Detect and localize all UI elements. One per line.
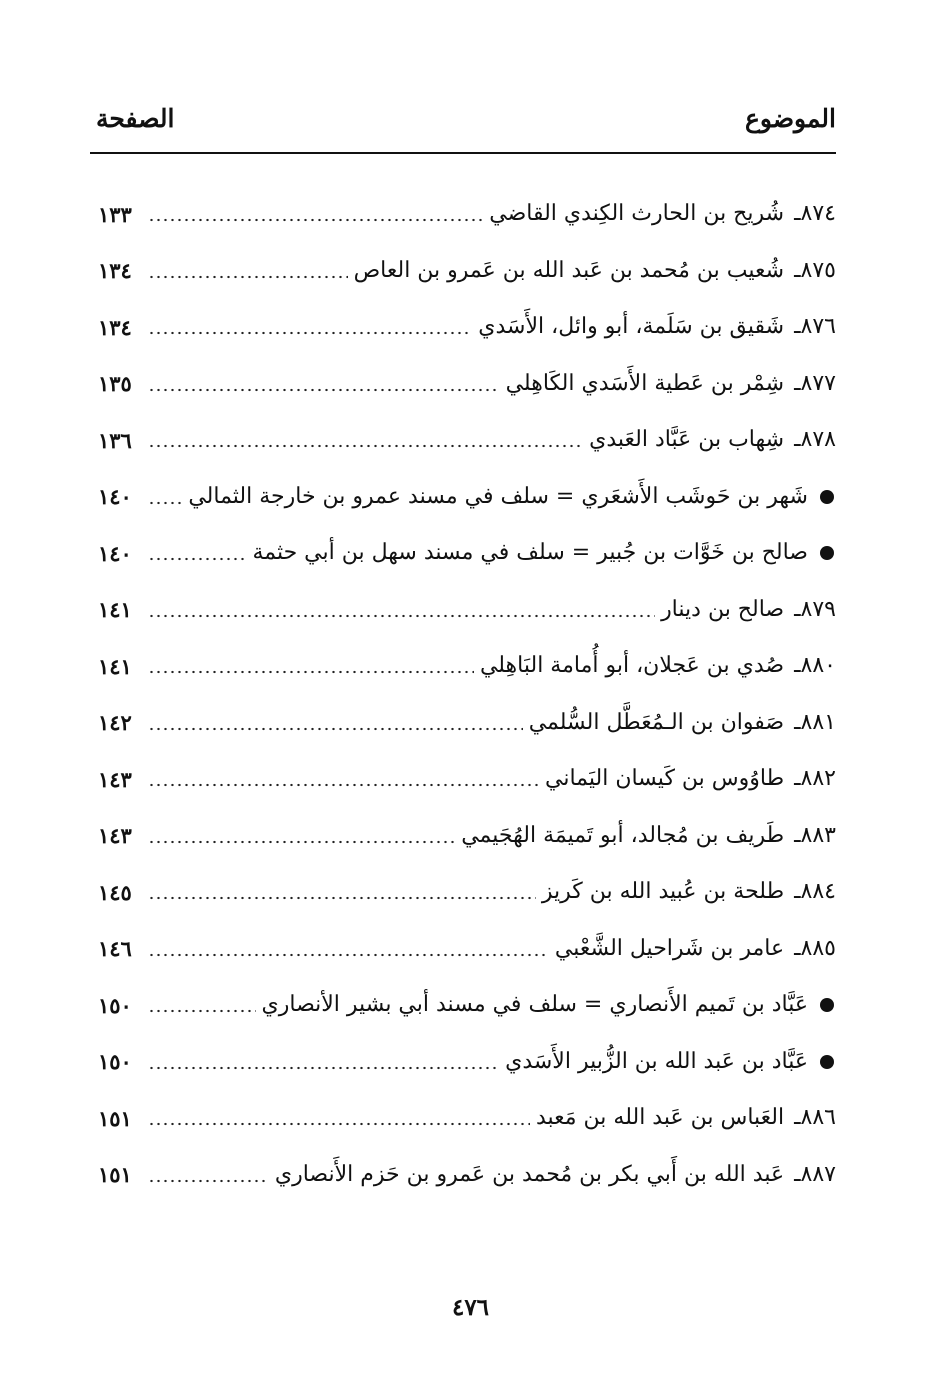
entry-page-number: ١٤٢ xyxy=(98,710,132,736)
page-column-label: الصفحة xyxy=(96,104,175,133)
dot-leader xyxy=(148,670,474,674)
entry-number: ٨٨٧ـ xyxy=(794,1161,836,1187)
dot-leader xyxy=(148,840,455,844)
dot-leader xyxy=(148,1122,530,1126)
entry-number: ٨٧٥ـ xyxy=(794,257,836,283)
contents-entry xyxy=(98,412,836,469)
entry-page-number: ١٣٤ xyxy=(98,314,132,340)
dot-leader xyxy=(148,218,483,222)
dot-leader xyxy=(148,501,182,505)
entry-title: شُعيب بن مُحمد بن عَبد الله بن عَمرو بن العاص xyxy=(353,257,785,283)
entry-title: عَبَّاد بن تَميم الأَنصاري = سلف في مسند أبي بشير الأنصاري xyxy=(261,992,808,1018)
dot-leader xyxy=(148,557,246,561)
entry-title: شِمْر بن عَطية الأَسَدي الكَاهِلي xyxy=(505,370,785,396)
entry-number: ٨٧٤ـ xyxy=(794,201,836,227)
contents-entry xyxy=(98,356,836,413)
bullet-icon xyxy=(820,1055,834,1069)
entry-number: ٨٧٦ـ xyxy=(794,314,836,340)
entry-title: صالح بن خَوَّات بن جُبير = سلف في مسند سهل بن أبي حثمة xyxy=(252,540,808,566)
contents-entry xyxy=(98,864,836,921)
contents-entry xyxy=(98,695,836,752)
entry-page-number: ١٤٥ xyxy=(98,879,132,905)
entry-title: شَقيق بن سَلَمة، أبو وائل، الأَسَدي xyxy=(478,314,785,340)
entry-number: ٨٧٨ـ xyxy=(794,427,836,453)
entry-title: العَباس بن عَبد الله بن مَعبد xyxy=(535,1105,785,1131)
entry-title: صالح بن دينار xyxy=(661,596,785,622)
entry-number: ٨٧٧ـ xyxy=(794,370,836,396)
dot-leader xyxy=(148,444,583,448)
entry-title: عَبد الله بن أَبي بكر بن مُحمد بن عَمرو بن حَزم الأَنصاري xyxy=(274,1161,785,1187)
entry-page-number: ١٥١ xyxy=(98,1162,132,1188)
entry-page-number: ١٣٦ xyxy=(98,427,132,453)
entry-title: صُدي بن عَجلان، أبو أُمامة البَاهِلي xyxy=(479,653,785,679)
entry-page-number: ١٤١ xyxy=(98,653,132,679)
entry-number: ٨٨٤ـ xyxy=(794,879,836,905)
dot-leader xyxy=(148,953,549,957)
entry-number: ٨٨٦ـ xyxy=(794,1105,836,1131)
entry-title: شُريح بن الحارث الكِندي القاضي xyxy=(489,201,785,227)
table-header xyxy=(90,96,836,154)
dot-leader xyxy=(148,783,539,787)
contents-entry xyxy=(98,243,836,300)
entry-page-number: ١٥٠ xyxy=(98,1049,132,1075)
entry-title: طَريف بن مُجالد، أبو تَميمَة الهُجَيمي xyxy=(461,822,785,848)
contents-entry xyxy=(98,186,836,243)
dot-leader xyxy=(148,1179,269,1183)
contents-entry xyxy=(98,582,836,639)
dot-leader xyxy=(148,614,655,618)
bullet-icon xyxy=(820,998,834,1012)
contents-entry xyxy=(98,921,836,978)
entry-page-number: ١٤٠ xyxy=(98,540,132,566)
dot-leader xyxy=(148,331,472,335)
contents-entry xyxy=(98,751,836,808)
entry-page-number: ١٤٦ xyxy=(98,936,132,962)
entry-page-number: ١٤١ xyxy=(98,597,132,623)
entry-number: ٨٨١ـ xyxy=(794,709,836,735)
dot-leader xyxy=(148,388,500,392)
entry-title: شَهر بن حَوشَب الأَشعَري = سلف في مسند عمرو بن خارجة الثمالي xyxy=(188,483,808,509)
entry-number: ٨٨٣ـ xyxy=(794,822,836,848)
entry-page-number: ١٤٠ xyxy=(98,484,132,510)
contents-entry xyxy=(98,525,836,582)
entry-page-number: ١٣٥ xyxy=(98,371,132,397)
page-number: ٤٧٦ xyxy=(451,1294,490,1321)
contents-entry xyxy=(98,469,836,526)
contents-entry xyxy=(98,1090,836,1147)
contents-entry xyxy=(98,299,836,356)
contents-entry xyxy=(98,977,836,1034)
contents-entry xyxy=(98,1147,836,1204)
topic-column-label: الموضوع xyxy=(745,104,836,133)
entry-page-number: ١٤٣ xyxy=(98,766,132,792)
dot-leader xyxy=(148,896,536,900)
entry-page-number: ١٤٣ xyxy=(98,823,132,849)
entry-title: طاوُوس بن كَيسان اليَماني xyxy=(544,766,785,792)
contents-list xyxy=(98,186,836,1203)
entry-title: شِهاب بن عَبَّاد العَبدي xyxy=(589,427,785,453)
bullet-icon xyxy=(820,546,834,560)
entry-number: ٨٨٠ـ xyxy=(794,653,836,679)
entry-title: عامر بن شَراحيل الشَّعْبي xyxy=(554,935,785,961)
dot-leader xyxy=(148,1009,256,1013)
contents-entry xyxy=(98,638,836,695)
entry-number: ٨٨٥ـ xyxy=(794,935,836,961)
dot-leader xyxy=(148,275,348,279)
entry-page-number: ١٥٠ xyxy=(98,992,132,1018)
contents-entry xyxy=(98,808,836,865)
dot-leader xyxy=(148,727,523,731)
contents-entry xyxy=(98,1034,836,1091)
entry-title: طلحة بن عُبيد الله بن كَريز xyxy=(541,879,785,905)
entry-title: صَفوان بن الـمُعَطَّل السُّلمي xyxy=(528,709,785,735)
bullet-icon xyxy=(820,490,834,504)
dot-leader xyxy=(148,1066,499,1070)
entry-page-number: ١٣٤ xyxy=(98,258,132,284)
entry-number: ٨٨٢ـ xyxy=(794,766,836,792)
entry-title: عَبَّاد بن عَبد الله بن الزُّبير الأَسَدي xyxy=(505,1048,808,1074)
entry-number: ٨٧٩ـ xyxy=(794,596,836,622)
entry-page-number: ١٥١ xyxy=(98,1105,132,1131)
entry-page-number: ١٣٣ xyxy=(98,201,132,227)
